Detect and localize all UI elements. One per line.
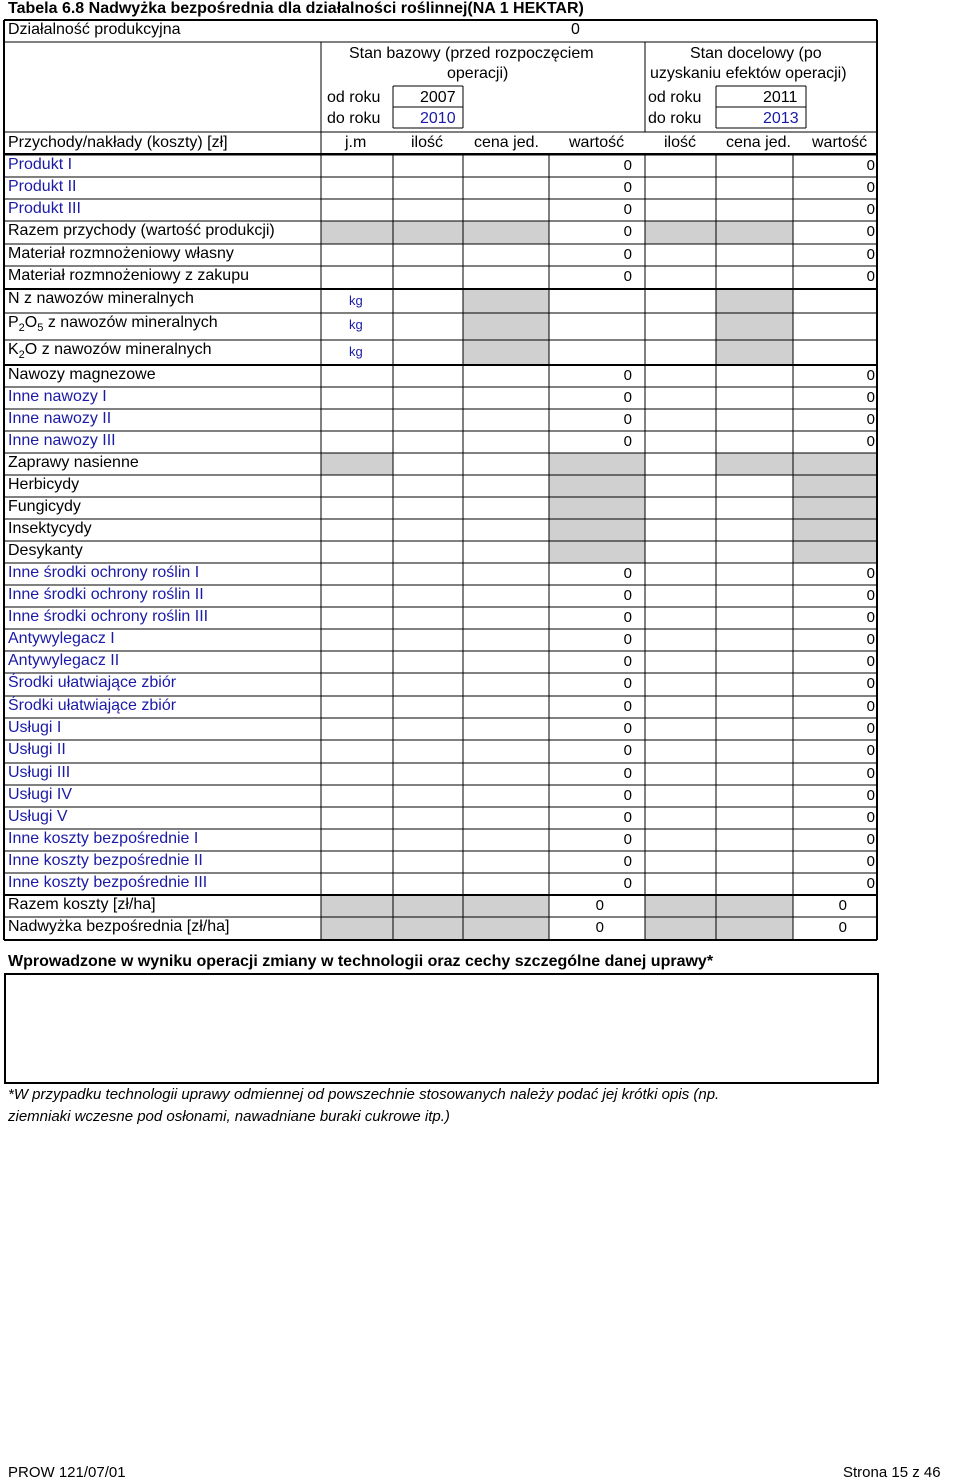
target-value-cell: 0 [866,631,875,648]
row-unit: kg [349,293,363,308]
target-value-cell: 0 [866,609,875,626]
target-value-cell: 0 [866,675,875,692]
target-value-cell: 0 [866,587,875,604]
base-value-cell: 0 [623,698,632,715]
base-value-cell: 0 [623,609,632,626]
row-label: Razem przychody (wartość produkcji) [8,222,275,239]
row-label: $K_2O$ z nawozów mineralnych [8,341,212,362]
base-value-cell: 0 [623,433,632,450]
column-header-price-target: cena jed. [726,134,791,151]
row-label: Nadwyżka bezpośrednia [zł/ha] [8,918,230,935]
row-label: Produkt III [8,200,81,217]
row-label: Razem koszty [zł/ha] [8,896,156,913]
row-label: Inne koszty bezpośrednie I [8,830,199,847]
target-value-cell: 0 [866,787,875,804]
row-label: Materiał rozmnożeniowy własny [8,245,234,262]
row-label: $P_2O_5$ z nawozów mineralnych [8,314,218,335]
base-value-cell: 0 [623,809,632,826]
activity-label: Działalność produkcyjna [8,21,181,38]
row-label: Inne nawozy I [8,388,107,405]
footnote-line-1: *W przypadku technologii uprawy odmiennej od powszechnie stosowanych należy podać jej krótki opis (np. [8,1086,720,1103]
target-from-year: 2011 [763,89,798,106]
base-from-label: od roku [327,89,381,106]
target-value-cell: 0 [866,765,875,782]
base-from-year: 2007 [420,89,456,106]
column-header-value-base: wartość [569,134,625,151]
target-value-cell: 0 [866,875,875,892]
row-unit: kg [349,344,363,359]
base-value-cell: 0 [623,742,632,759]
base-state-title: Stan bazowy (przed rozpoczęciem [349,45,594,62]
column-header-value-target: wartość [812,134,868,151]
row-label: Środki ułatwiające zbiór [8,697,177,714]
row-label: N z nawozów mineralnych [8,290,194,307]
row-label: Desykanty [8,542,83,559]
target-value-cell: 0 [866,268,875,285]
row-label: Inne koszty bezpośrednie II [8,852,203,869]
row-label: Antywylegacz II [8,652,120,669]
activity-value: 0 [571,21,580,38]
row-label: Inne koszty bezpośrednie III [8,874,208,891]
target-value-cell: 0 [866,223,875,240]
base-value-cell: 0 [623,720,632,737]
target-value-cell: 0 [866,389,875,406]
target-value-cell: 0 [838,897,847,914]
target-value-cell: 0 [866,246,875,263]
base-value-cell: 0 [623,653,632,670]
row-label: Usługi III [8,764,71,781]
base-value-cell: 0 [623,389,632,406]
page-title: Tabela 6.8 Nadwyżka bezpośrednia dla działalności roślinnej(NA 1 HEKTAR) [8,0,584,17]
footer-document-code: PROW 121/07/01 [8,1464,126,1481]
target-to-label: do roku [648,110,702,127]
column-header-qty-base: ilość [411,134,444,151]
column-header-qty-target: ilość [664,134,697,151]
base-value-cell: 0 [623,223,632,240]
base-value-cell: 0 [623,179,632,196]
row-label: Inne nawozy III [8,432,116,449]
row-label: Nawozy magnezowe [8,366,156,383]
target-to-year: 2013 [763,110,799,127]
column-header-unit: j.m [345,134,367,151]
base-value-cell: 0 [623,246,632,263]
row-label: Antywylegacz I [8,630,115,647]
base-state-subtitle: operacji) [447,65,509,82]
column-header-price-base: cena jed. [474,134,539,151]
target-value-cell: 0 [866,653,875,670]
base-value-cell: 0 [623,587,632,604]
target-value-cell: 0 [866,742,875,759]
changes-textarea[interactable] [4,973,879,1084]
target-value-cell: 0 [866,179,875,196]
base-value-cell: 0 [623,875,632,892]
target-value-cell: 0 [866,809,875,826]
target-value-cell: 0 [866,157,875,174]
base-value-cell: 0 [623,157,632,174]
footnote-line-2: ziemniaki wczesne pod osłonami, nawadniane buraki cukrowe itp.) [8,1108,450,1125]
footer-page-number: Strona 15 z 46 [843,1464,941,1481]
target-value-cell: 0 [866,201,875,218]
row-label: Inne środki ochrony roślin III [8,608,209,625]
target-value-cell: 0 [866,433,875,450]
target-value-cell: 0 [866,720,875,737]
target-state-subtitle: uzyskaniu efektów operacji) [650,65,847,82]
target-value-cell: 0 [866,698,875,715]
base-value-cell: 0 [623,367,632,384]
row-label: Inne środki ochrony roślin II [8,586,204,603]
row-label: Zaprawy nasienne [8,454,139,471]
base-value-cell: 0 [623,411,632,428]
row-label: Fungicydy [8,498,81,515]
base-value-cell: 0 [595,897,604,914]
row-label: Insektycydy [8,520,92,537]
target-value-cell: 0 [866,367,875,384]
base-value-cell: 0 [623,765,632,782]
target-value-cell: 0 [866,853,875,870]
row-label: Produkt I [8,156,73,173]
changes-heading: Wprowadzone w wyniku operacji zmiany w technologii oraz cechy szczególne danej uprawy* [8,953,714,970]
base-value-cell: 0 [623,853,632,870]
row-unit: kg [349,317,363,332]
base-value-cell: 0 [623,565,632,582]
target-from-label: od roku [648,89,702,106]
base-value-cell: 0 [623,831,632,848]
row-label: Herbicydy [8,476,80,493]
base-value-cell: 0 [623,631,632,648]
row-label: Usługi I [8,719,62,736]
target-value-cell: 0 [866,411,875,428]
base-value-cell: 0 [623,201,632,218]
target-value-cell: 0 [838,919,847,936]
target-state-title: Stan docelowy (po [690,45,822,62]
row-label: Środki ułatwiające zbiór [8,674,177,691]
row-label: Usługi V [8,808,68,825]
base-value-cell: 0 [623,268,632,285]
row-label: Produkt II [8,178,77,195]
target-value-cell: 0 [866,565,875,582]
row-label: Inne nawozy II [8,410,112,427]
base-value-cell: 0 [595,919,604,936]
column-header-label: Przychody/nakłady (koszty) [zł] [8,134,228,151]
base-to-label: do roku [327,110,381,127]
row-label: Materiał rozmnożeniowy z zakupu [8,267,249,284]
base-value-cell: 0 [623,787,632,804]
base-value-cell: 0 [623,675,632,692]
row-label: Inne środki ochrony roślin I [8,564,200,581]
row-label: Usługi II [8,741,66,758]
row-label: Usługi IV [8,786,73,803]
target-value-cell: 0 [866,831,875,848]
base-to-year: 2010 [420,110,456,127]
